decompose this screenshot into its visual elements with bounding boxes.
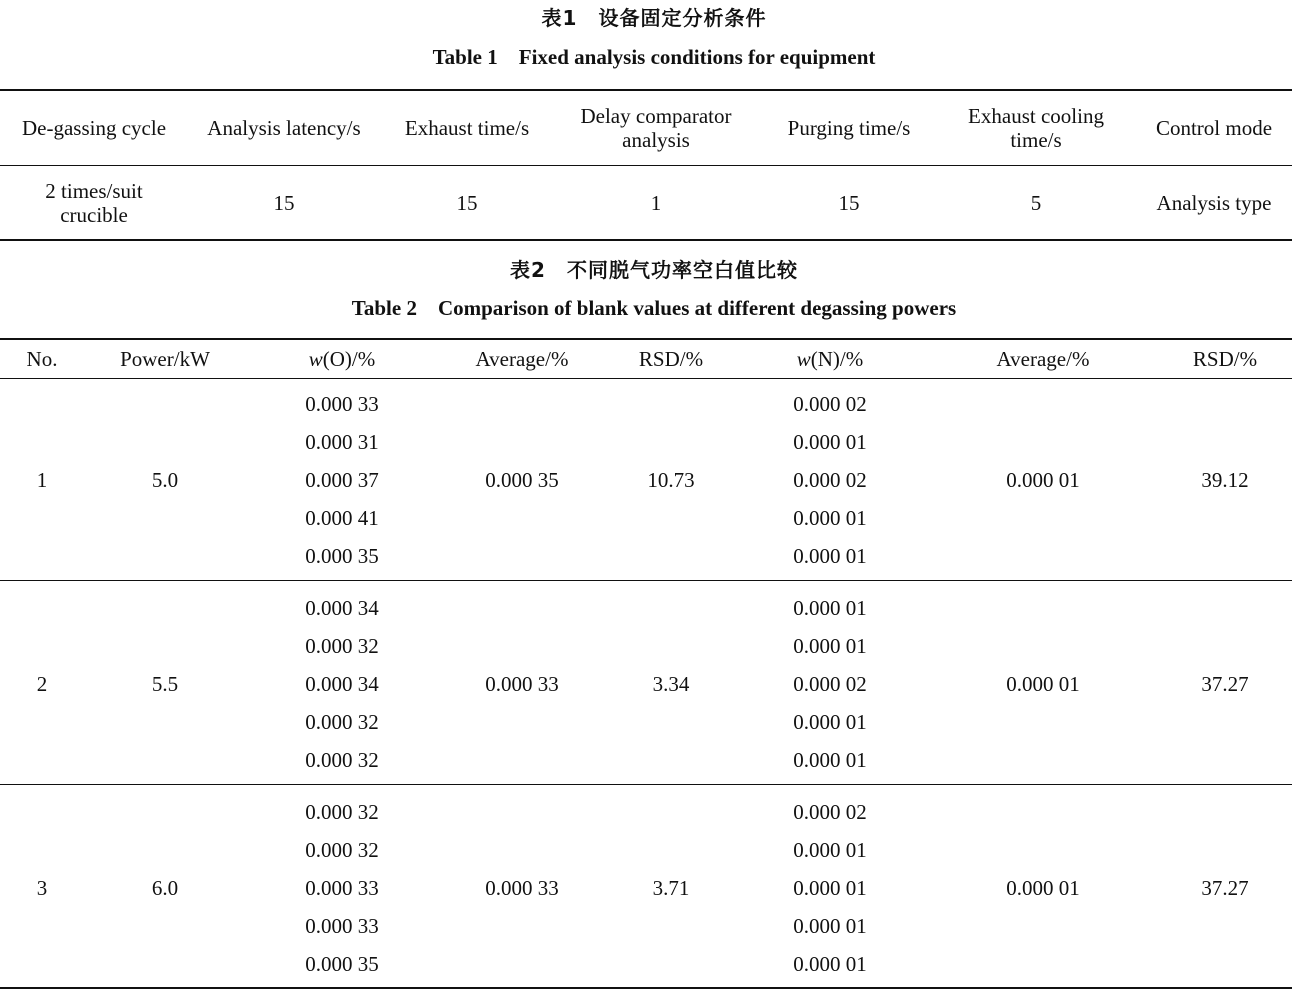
group-rsd-n: 37.27 [1201,876,1249,900]
group-no: 3 [36,876,48,900]
wn-values [740,793,920,983]
wo-values [252,385,432,575]
table2-group-separator [0,580,1292,581]
table1-top-rule [0,89,1292,91]
wn-values [740,385,920,575]
group-no: 2 [36,672,48,696]
group-avg-o: 0.000 33 [485,876,559,900]
wn-value: 0.000 02 [793,672,867,696]
table1-data-cell: 5 [1030,191,1042,215]
wo-value: 0.000 34 [305,596,379,620]
table1-header-cell: Analysis latency/s [207,116,361,140]
table1-data-cell: 15 [456,191,478,215]
group-no: 1 [36,468,48,492]
wn-value: 0.000 01 [793,506,867,530]
table1-mid-rule [0,165,1292,166]
header-wn-symbol: w [796,347,811,371]
wn-value: 0.000 01 [793,710,867,734]
table2-bottom-rule [0,987,1292,989]
wn-value: 0.000 02 [793,468,867,492]
group-power: 5.5 [151,672,179,696]
table1-data-cell: 15 [838,191,860,215]
wo-value: 0.000 31 [305,430,379,454]
table1-data-cell: Analysis type [1156,191,1272,215]
header-wn [740,347,920,371]
group-rsd-n: 39.12 [1201,468,1249,492]
wn-value: 0.000 01 [793,596,867,620]
table1-header-cell: De-gassing cycle [21,116,167,140]
header-rsd-n: RSD/% [1192,347,1258,371]
wn-value: 0.000 01 [793,430,867,454]
table2-caption-en: Table 2 Comparison of blank values at different degassing powers [351,296,957,320]
wo-value: 0.000 33 [305,876,379,900]
wo-value: 0.000 34 [305,672,379,696]
header-wo-unit: (O)/% [322,347,376,371]
table1-header-cell: Delay comparator analysis [580,104,732,152]
header-rsd-o: RSD/% [638,347,704,371]
group-rsd-o: 3.34 [652,672,690,696]
wo-value: 0.000 32 [305,710,379,734]
group-rsd-n: 37.27 [1201,672,1249,696]
table1-data-cell: 15 [273,191,295,215]
header-avg-n: Average/% [996,347,1090,371]
table1-caption-en: Table 1 Fixed analysis conditions for equipment [432,45,876,69]
table1-header-cell: Exhaust time/s [404,116,530,140]
table1-data-cell: 1 [650,191,662,215]
table1-caption-cn: 表1 设备固定分析条件 [541,6,767,30]
group-avg-n: 0.000 01 [1006,468,1080,492]
group-power: 5.0 [151,468,179,492]
table2-header-rule [0,378,1292,379]
group-power: 6.0 [151,876,179,900]
group-avg-o: 0.000 33 [485,672,559,696]
table1-header-cell: Exhaust cooling time/s [968,104,1104,152]
header-wo [252,347,432,371]
table1-bottom-rule [0,239,1292,241]
wo-value: 0.000 41 [305,506,379,530]
table2-top-rule [0,338,1292,340]
wo-value: 0.000 32 [305,800,379,824]
wo-value: 0.000 32 [305,748,379,772]
table1-data-cell: 2 times/suit crucible [45,179,143,227]
wn-value: 0.000 02 [793,392,867,416]
table2-group-separator [0,784,1292,785]
group-avg-n: 0.000 01 [1006,876,1080,900]
wo-value: 0.000 33 [305,392,379,416]
group-rsd-o: 3.71 [652,876,690,900]
table2-caption-cn: 表2 不同脱气功率空白值比较 [510,258,798,282]
wn-values [740,589,920,779]
wo-value: 0.000 32 [305,634,379,658]
wo-values [252,793,432,983]
table1-header-cell: Control mode [1155,116,1273,140]
header-no: No. [26,347,58,371]
header-avg-o: Average/% [475,347,569,371]
wn-value: 0.000 01 [793,838,867,862]
wo-value: 0.000 37 [305,468,379,492]
header-wo-symbol: w [308,347,323,371]
header-power: Power/kW [120,347,210,371]
wo-value: 0.000 33 [305,914,379,938]
wo-value: 0.000 32 [305,838,379,862]
header-wn-unit: (N)/% [810,347,864,371]
wn-value: 0.000 01 [793,876,867,900]
group-rsd-o: 10.73 [647,468,695,492]
wn-value: 0.000 01 [793,634,867,658]
group-avg-o: 0.000 35 [485,468,559,492]
wn-value: 0.000 02 [793,800,867,824]
wo-value: 0.000 35 [305,544,379,568]
group-avg-n: 0.000 01 [1006,672,1080,696]
wn-value: 0.000 01 [793,748,867,772]
wn-value: 0.000 01 [793,952,867,976]
wo-value: 0.000 35 [305,952,379,976]
wo-values [252,589,432,779]
wn-value: 0.000 01 [793,544,867,568]
wn-value: 0.000 01 [793,914,867,938]
table1-header-cell: Purging time/s [787,116,911,140]
